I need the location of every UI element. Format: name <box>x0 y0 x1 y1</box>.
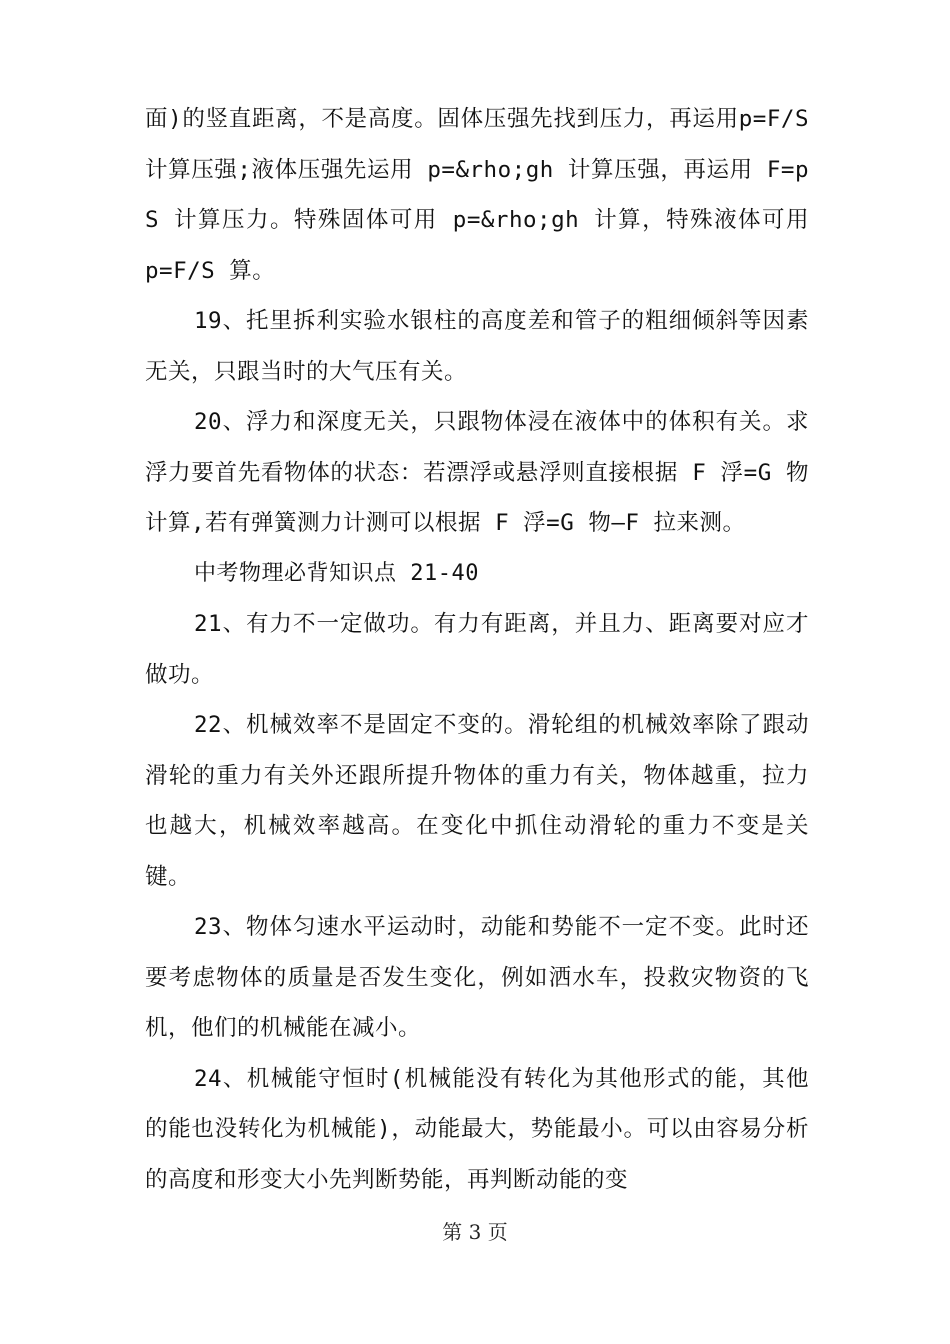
paragraph-item-22: 22、机械效率不是固定不变的。滑轮组的机械效率除了跟动滑轮的重力有关外还跟所提升物体的重力有关，物体越重，拉力也越大，机械效率越高。在变化中抓住动滑轮的重力不变是关键。 <box>145 712 809 890</box>
section-heading: 中考物理必背知识点 21-40 <box>194 560 479 586</box>
paragraph-continuation: 面)的竖直距离，不是高度。固体压强先找到压力，再运用p=F/S 计算压强;液体压强先运用 p=&rho;gh 计算压强，再运用 F=pS 计算压力。特殊固体可用 p=&rho;gh 计算，特殊液体可用 p=F/S 算。 <box>145 106 809 284</box>
paragraph-item-24: 24、机械能守恒时(机械能没有转化为其他形式的能，其他的能也没转化为机械能)，动能最大，势能最小。可以由容易分析的高度和形变大小先判断势能，再判断动能的变 <box>145 1065 809 1193</box>
page-number: 第 3 页 <box>442 1220 508 1244</box>
paragraph-item-21: 21、有力不一定做功。有力有距离，并且力、距离要对应才做功。 <box>145 611 809 688</box>
paragraph-item-23: 23、物体匀速水平运动时，动能和势能不一定不变。此时还要考虑物体的质量是否发生变化，例如洒水车，投救灾物资的飞机，他们的机械能在减小。 <box>145 914 809 1041</box>
paragraph-item-19: 19、托里拆利实验水银柱的高度差和管子的粗细倾斜等因素无关，只跟当时的大气压有关。 <box>145 308 809 385</box>
document-body <box>145 94 809 1205</box>
paragraph-item-20: 20、浮力和深度无关，只跟物体浸在液体中的体积有关。求浮力要首先看物体的状态：若漂浮或悬浮则直接根据 F 浮=G 物计算,若有弹簧测力计测可以根据 F 浮=G 物—F 拉来测。 <box>145 409 809 536</box>
